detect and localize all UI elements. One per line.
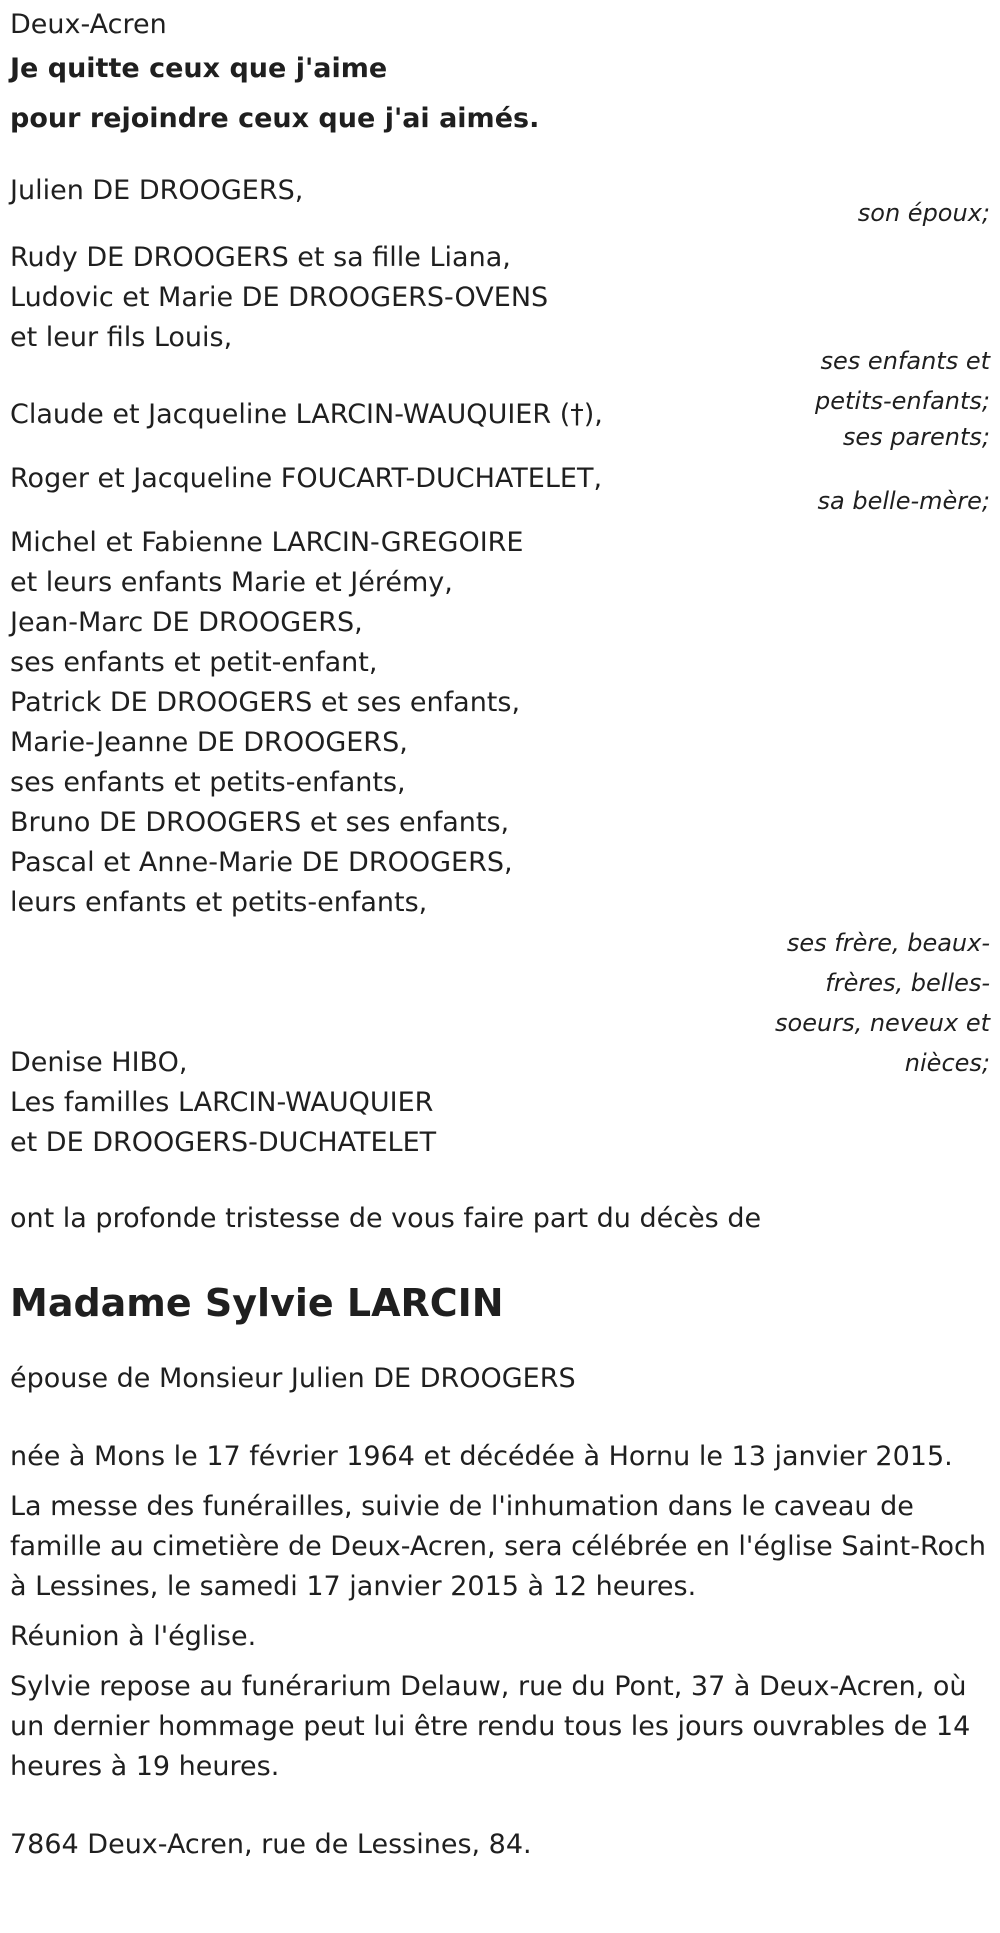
deceased-dates: née à Mons le 17 février 1964 et décédée à Hornu le 13 janvier 2015.: [10, 1441, 953, 1472]
family-name-line: et DE DROOGERS-DUCHATELET: [10, 1127, 437, 1158]
family-role: son époux;: [857, 199, 990, 227]
deceased-name: Madame Sylvie LARCIN: [10, 1281, 504, 1325]
family-role: ses frère, beaux-frères, belles-soeurs, neveux et nièces;: [775, 929, 990, 1077]
viewing-details: Sylvie repose au funérarium Delauw, rue du Pont, 37 à Deux-Acren, où un dernier hommage peut lui être rendu tous les jours ouvrables de 14 heures à 19 heures.: [10, 1671, 971, 1782]
quote-line-2: pour rejoindre ceux que j'ai aimés.: [10, 103, 540, 134]
family-group-spouse: [10, 171, 990, 234]
family-name-line: Bruno DE DROOGERS et ses enfants,: [10, 807, 510, 838]
family-group-parents: [10, 395, 990, 455]
family-name-line: Julien DE DROOGERS,: [10, 175, 304, 206]
location-heading: Deux-Acren: [10, 9, 167, 40]
funeral-details: La messe des funérailles, suivie de l'inhumation dans le caveau de famille au cimetière de Deux-Acren, sera célébrée en l'église Saint-Roch à Lessines, le samedi 17 janvier 2015 à 12 heures.: [10, 1491, 986, 1602]
family-name-line: Michel et Fabienne LARCIN-GREGOIRE: [10, 527, 524, 558]
quote-line-1: Je quitte ceux que j'aime: [10, 53, 388, 84]
address-line: 7864 Deux-Acren, rue de Lessines, 84.: [10, 1829, 532, 1860]
family-group-others: [10, 1043, 990, 1163]
family-name-line: Roger et Jacqueline FOUCART-DUCHATELET,: [10, 463, 603, 494]
family-name-line: et leur fils Louis,: [10, 322, 233, 353]
family-role: ses parents;: [842, 423, 990, 451]
family-name-line: Rudy DE DROOGERS et sa fille Liana,: [10, 242, 511, 273]
family-name-line: Ludovic et Marie DE DROOGERS-OVENS: [10, 282, 549, 313]
family-role: ses enfants et petits-enfants;: [815, 347, 990, 415]
family-name-line: ses enfants et petit-enfant,: [10, 647, 378, 678]
family-name-line: Les familles LARCIN-WAUQUIER: [10, 1087, 434, 1118]
family-name-line: et leurs enfants Marie et Jérémy,: [10, 567, 453, 598]
family-name-line: Marie-Jeanne DE DROOGERS,: [10, 727, 408, 758]
announcement-text: ont la profonde tristesse de vous faire part du décès de: [10, 1203, 762, 1234]
family-name-line: Patrick DE DROOGERS et ses enfants,: [10, 687, 521, 718]
obituary-page: [10, 5, 990, 1865]
family-name-line: Denise HIBO,: [10, 1047, 188, 1078]
meeting-details: Réunion à l'église.: [10, 1621, 257, 1652]
family-name-line: leurs enfants et petits-enfants,: [10, 887, 428, 918]
family-name-line: Pascal et Anne-Marie DE DROOGERS,: [10, 847, 513, 878]
family-name-line: Jean-Marc DE DROOGERS,: [10, 607, 363, 638]
family-group-mother-in-law: [10, 459, 990, 519]
family-name-line: Claude et Jacqueline LARCIN-WAUQUIER (†),: [10, 399, 603, 430]
family-name-line: ses enfants et petits-enfants,: [10, 767, 406, 798]
family-role: sa belle-mère;: [817, 487, 990, 515]
deceased-spouse: épouse de Monsieur Julien DE DROOGERS: [10, 1363, 576, 1394]
